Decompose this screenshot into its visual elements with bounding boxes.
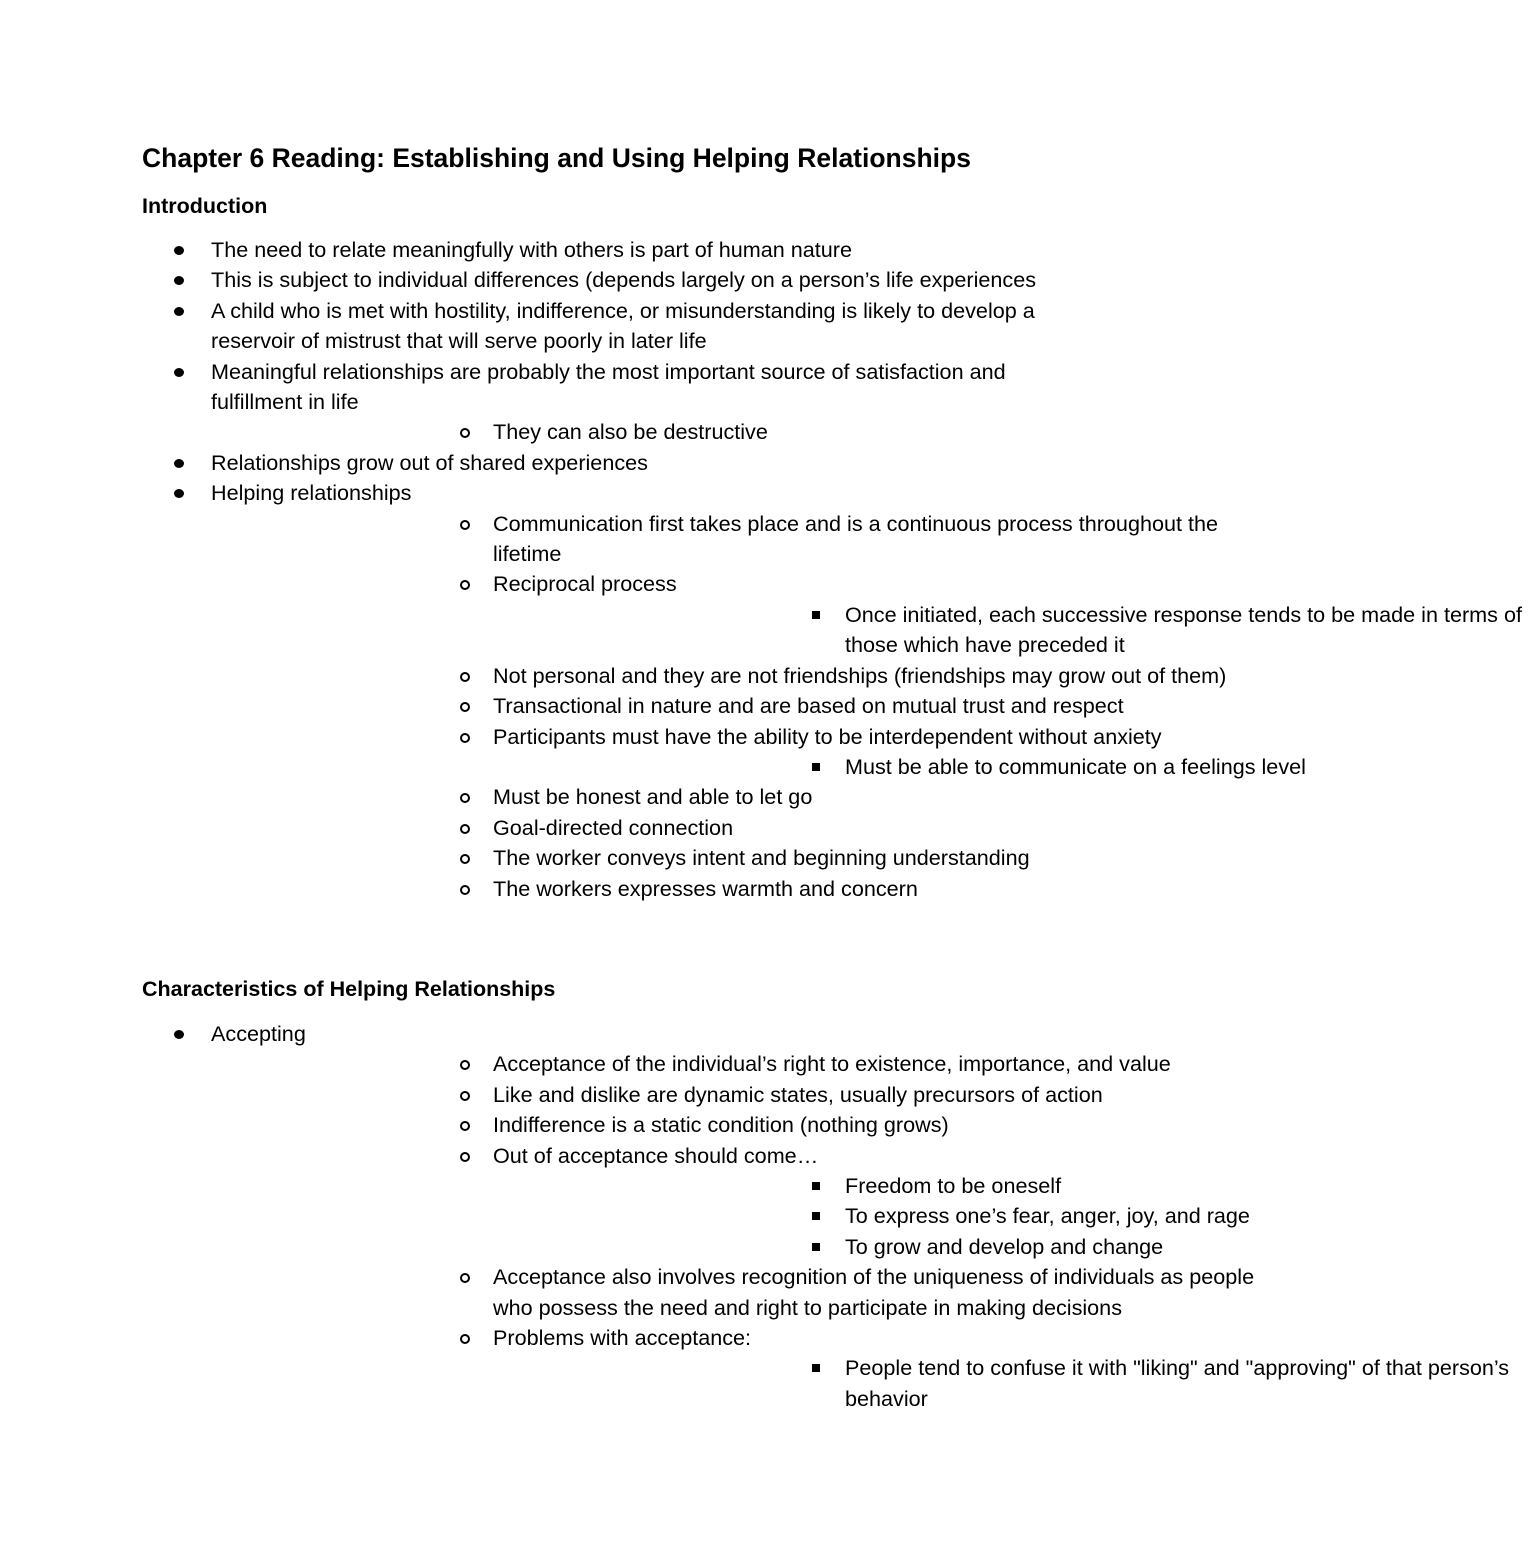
list-item-text: To express one’s fear, anger, joy, and rage — [845, 1203, 1250, 1229]
list-item-text: The need to relate meaningfully with others is part of human nature — [211, 237, 852, 262]
list-item-text: They can also be destructive — [493, 419, 768, 445]
list-item-text: A child who is met with hostility, indifference, or misunderstanding is likely to develop a reservoir of mistrust that will serve poorly in later life — [211, 297, 1035, 354]
list-item — [211, 782, 1257, 812]
section-heading-characteristics: Characteristics of Helping Relationships — [142, 977, 556, 1001]
list-item-text: Transactional in nature and are based on mutual trust and respect — [493, 693, 1124, 719]
list-item — [211, 1110, 1257, 1140]
list-item — [211, 417, 1257, 447]
bullet-square-icon — [812, 763, 820, 771]
bullet-circle-icon — [460, 733, 470, 743]
list-item — [0, 235, 1046, 265]
list-item — [211, 1049, 1257, 1079]
list-item-text: Like and dislike are dynamic states, usually precursors of action — [493, 1081, 1103, 1107]
list-item — [211, 722, 1306, 783]
bullet-square-icon — [812, 1243, 820, 1251]
list-item-text: To grow and develop and change — [845, 1233, 1164, 1259]
list-item-text: The workers expresses warmth and concern — [493, 875, 918, 901]
bullet-dot-icon — [174, 276, 184, 285]
list-item — [493, 600, 1539, 661]
list-item — [211, 569, 1522, 660]
list-item — [211, 661, 1257, 691]
sub-list — [211, 417, 1046, 447]
list-item-text: Not personal and they are not friendships (friendships may grow out of them) — [493, 662, 1227, 688]
bullet-circle-icon — [460, 672, 470, 682]
bullet-dot-icon — [174, 368, 184, 377]
bullet-circle-icon — [460, 1060, 470, 1070]
page-title: Chapter 6 Reading: Establishing and Using Helping Relationships — [142, 143, 971, 173]
list-item-text: Must be able to communicate on a feelings level — [845, 753, 1306, 779]
bullet-circle-icon — [460, 1152, 470, 1162]
list-item-text: Participants must have the ability to be interdependent without anxiety — [493, 723, 1162, 749]
list-item — [211, 843, 1257, 873]
sub-list — [211, 509, 1522, 904]
list-item — [211, 509, 1257, 570]
list-item — [211, 1323, 1510, 1414]
list-item-text: People tend to confuse it with "liking" and "approving" of that person’s behavior — [845, 1355, 1510, 1411]
list-item-text: Accepting — [211, 1021, 306, 1046]
list-item — [493, 752, 1539, 782]
sub-list — [493, 1171, 1257, 1262]
sub-list — [493, 752, 1306, 782]
list-item-text: Goal-directed connection — [493, 814, 734, 840]
list-item-text: Helping relationships — [211, 480, 412, 506]
list-item — [493, 1353, 1539, 1414]
bullet-circle-icon — [460, 1334, 470, 1344]
list-item-text: Relationships grow out of shared experiences — [211, 449, 648, 475]
list-item-text: Acceptance of the individual’s right to existence, importance, and value — [493, 1051, 1171, 1077]
list-item — [211, 1262, 1257, 1323]
list-item-text: This is subject to individual differences (depends largely on a person’s life experiences — [211, 267, 1037, 293]
bullet-square-icon — [812, 611, 820, 619]
bullet-dot-icon — [174, 1030, 184, 1039]
bullet-circle-icon — [460, 1091, 470, 1101]
list-item-text: Reciprocal process — [493, 571, 677, 597]
list-item — [211, 691, 1257, 721]
list-item-text: Must be honest and able to let go — [493, 784, 813, 810]
sub-list — [493, 600, 1522, 661]
bullet-circle-icon — [460, 885, 470, 895]
list-item — [211, 813, 1257, 843]
list-item — [211, 1141, 1257, 1263]
list-item — [493, 1171, 1539, 1201]
list-item — [211, 1080, 1257, 1110]
bullet-circle-icon — [460, 580, 470, 590]
list-item-text: Meaningful relationships are probably the most important source of satisfaction and fulfillment in life — [211, 358, 1006, 415]
bullet-circle-icon — [460, 854, 470, 864]
bullet-list-characteristics — [0, 1019, 1510, 1414]
bullet-circle-icon — [460, 1273, 470, 1283]
list-item — [0, 357, 1046, 448]
list-item — [0, 265, 1046, 295]
list-item — [211, 874, 1257, 904]
bullet-dot-icon — [174, 246, 184, 255]
list-item-text: Once initiated, each successive response tends to be made in terms of those which have preceded it — [845, 601, 1522, 658]
list-item — [0, 1019, 1510, 1414]
list-item — [493, 1201, 1539, 1231]
list-item-text: Indifference is a static condition (nothing grows) — [493, 1112, 949, 1138]
bullet-circle-icon — [460, 702, 470, 712]
bullet-dot-icon — [174, 307, 184, 316]
bullet-circle-icon — [460, 428, 470, 438]
bullet-square-icon — [812, 1182, 820, 1190]
list-item-text: Problems with acceptance: — [493, 1325, 752, 1351]
list-item — [0, 296, 1046, 357]
bullet-dot-icon — [174, 459, 184, 468]
list-item-text: Out of acceptance should come… — [493, 1142, 819, 1168]
list-item-text: The worker conveys intent and beginning understanding — [493, 845, 1030, 871]
sub-list — [493, 1353, 1510, 1414]
bullet-circle-icon — [460, 520, 470, 530]
list-item — [0, 448, 1046, 478]
bullet-circle-icon — [460, 793, 470, 803]
section-heading-introduction: Introduction — [142, 194, 268, 218]
list-item — [0, 478, 1522, 904]
bullet-list-introduction — [0, 235, 1522, 904]
bullet-square-icon — [812, 1364, 820, 1372]
sub-list — [211, 1049, 1510, 1414]
list-item-text: Freedom to be oneself — [845, 1173, 1062, 1199]
bullet-circle-icon — [460, 1121, 470, 1131]
bullet-circle-icon — [460, 824, 470, 834]
list-item — [493, 1232, 1539, 1262]
list-item-text: Acceptance also involves recognition of the uniqueness of individuals as people who possess the need and right to participate in making decisions — [493, 1264, 1255, 1320]
list-item-text: Communication first takes place and is a continuous process throughout the lifetime — [493, 510, 1218, 567]
bullet-dot-icon — [174, 489, 184, 498]
bullet-square-icon — [812, 1212, 820, 1220]
